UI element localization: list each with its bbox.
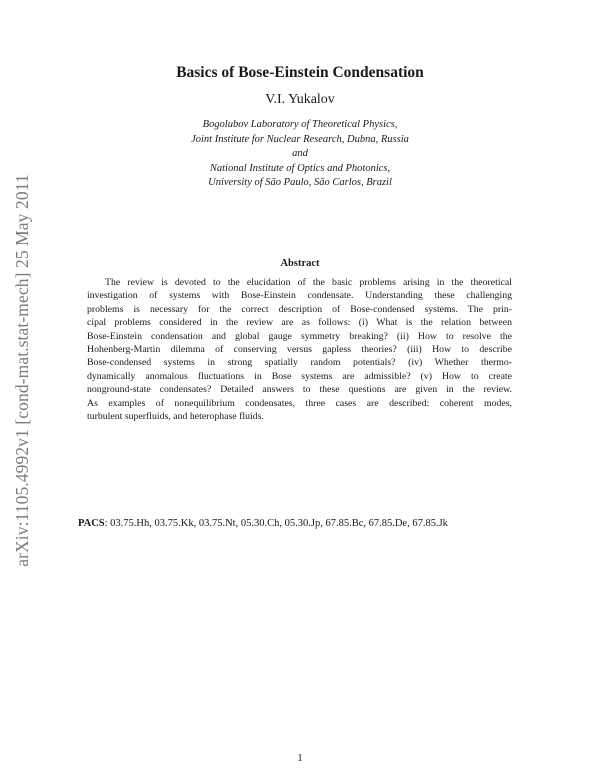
arxiv-identifier-text: arXiv:1105.4992v1 [cond-mat.stat-mech] 25 May 2011 xyxy=(11,173,32,567)
affiliation-line: Bogolubov Laboratory of Theoretical Physics, xyxy=(202,119,398,130)
abstract-line: nonground-state condensates? Detailed answers to these questions are given in the review. xyxy=(87,384,512,396)
affiliation-line: University of São Paulo, São Carlos, Brazil xyxy=(208,177,392,188)
abstract-line: As examples of nonequilibrium condensates, three cases are described: coherent modes, xyxy=(87,397,512,409)
affiliations-block xyxy=(0,118,600,191)
abstract-line: Bose-condensed systems in strong spatially random potentials? (iv) Whether thermo- xyxy=(87,357,512,369)
abstract-line: cipal problems considered in the review are as follows: (i) What is the relation between xyxy=(87,317,512,329)
abstract-heading: Abstract xyxy=(280,258,320,269)
pacs-code-list: : 03.75.Hh, 03.75.Kk, 03.75.Nt, 05.30.Ch, 05.30.Jp, 67.85.Bc, 67.85.De, 67.85.Jk xyxy=(104,518,448,529)
arxiv-identifier-stamp xyxy=(2,130,42,610)
abstract-line: Hohenberg-Martin dilemma of conserving versus gapless theories? (iii) How to describe xyxy=(87,344,512,356)
pacs-label: PACS xyxy=(78,518,105,529)
pacs-codes xyxy=(78,518,448,529)
abstract-line: dynamically anomalous fluctuations in Bose systems are admissible? (v) How to create xyxy=(87,370,512,382)
affiliation-line: and xyxy=(292,148,308,159)
author-name: V.I. Yukalov xyxy=(265,92,335,107)
abstract-line: Bose-Einstein condensation and global gauge symmetry breaking? (ii) How to resolve the xyxy=(87,330,512,342)
abstract-line: investigation of systems with Bose-Einstein condensate. Understanding these challenging xyxy=(87,290,512,302)
abstract-line: problems is necessary for the correct description of Bose-condensed systems. The prin- xyxy=(87,303,512,315)
affiliation-line: Joint Institute for Nuclear Research, Dubna, Russia xyxy=(191,133,409,145)
paper-title: Basics of Bose-Einstein Condensation xyxy=(176,64,424,81)
abstract-line: turbulent superfluids, and heterophase fluids. xyxy=(87,411,264,423)
page-number: 1 xyxy=(297,752,303,764)
affiliation-line: National Institute of Optics and Photonics, xyxy=(209,162,391,174)
abstract-line: The review is devoted to the elucidation of the basic problems arising in the theoretical xyxy=(105,277,512,288)
abstract-body xyxy=(87,276,512,423)
